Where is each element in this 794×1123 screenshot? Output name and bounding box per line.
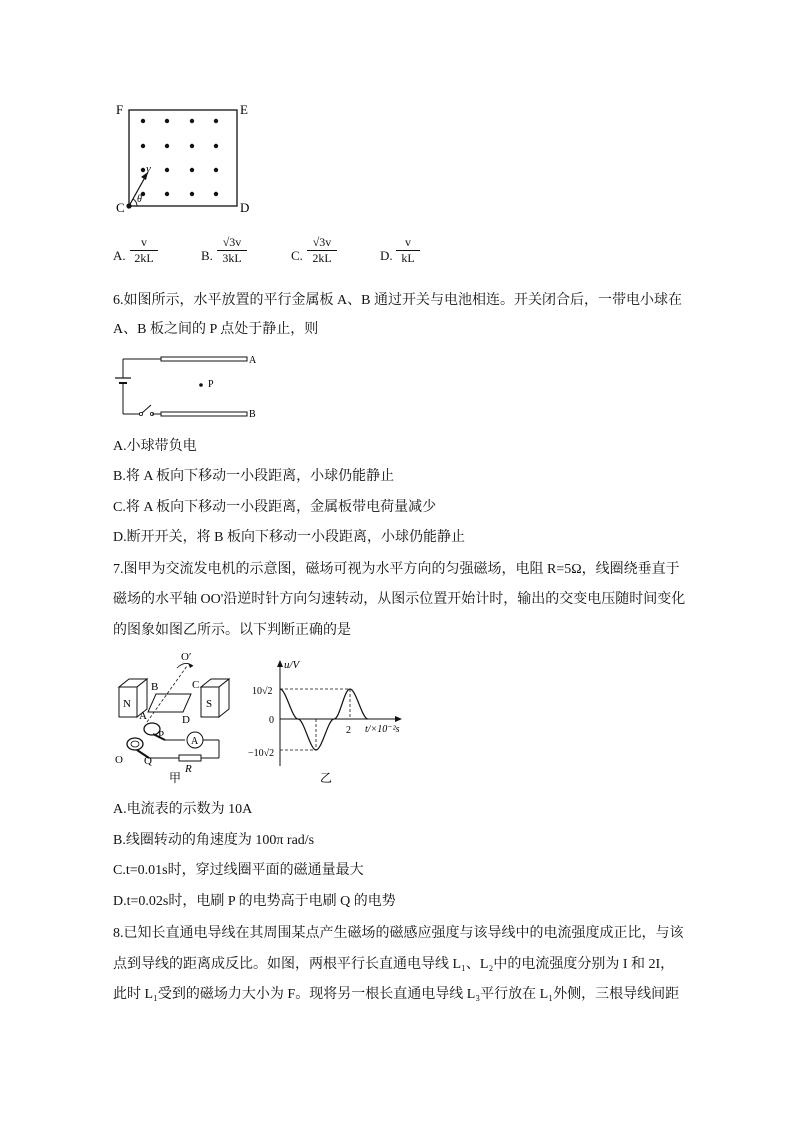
y-axis-label: u/V (284, 659, 300, 671)
q5-option-b-letter: B. (201, 248, 213, 263)
x-axis-label: t/×10⁻²s (365, 724, 400, 735)
label-E: E (240, 102, 248, 117)
q7-stem-line2: 磁场的水平轴 OO'沿逆时针方向匀速转动，从图示位置开始计时，输出的交变电压随时间变化 (113, 592, 686, 607)
label-C: C (116, 200, 125, 215)
svg-text:O: O (115, 754, 123, 766)
q7-option-c: C.t=0.01s时，穿过线圈平面的磁通量最大 (113, 863, 364, 878)
q6-stem-line1: 6.如图所示，水平放置的平行金属板 A、B 通过开关与电池相连。开关闭合后，一带电小球在 (113, 293, 682, 308)
q6-option-d: D.断开开关，将 B 板向下移动一小段距离，小球仍能静止 (113, 530, 465, 545)
slip-rings (127, 723, 160, 750)
q6-option-b: B.将 A 板向下移动一小段距离，小球仍能静止 (113, 469, 395, 484)
q7-stem-line3: 的图象如图乙所示。以下判断正确的是 (113, 623, 351, 638)
q6-option-c: C.将 A 板向下移动一小段距离，金属板带电荷量减少 (113, 500, 437, 515)
svg-text:P: P (158, 729, 165, 741)
q5-option-d-fraction: $\frac{v}{kL}$ (396, 235, 420, 266)
y-tick-bottom: −10√2 (248, 748, 275, 759)
q8-stem-line3: 此时 L₁受到的磁场力大小为 F。现将另一根长直通电导线 L₃平行放在 L₁外侧，三根导线间距 (113, 987, 680, 1002)
svg-text:A: A (139, 710, 147, 722)
label-P: P (208, 379, 214, 390)
q5-option-a-fraction: $\frac{v}{2kL}$ (130, 235, 158, 266)
label-A-plate: A (249, 355, 257, 366)
caption-jia: 甲 (169, 771, 182, 785)
generator-figure (113, 650, 238, 785)
q7-option-d: D.t=0.02s时，电刷 P 的电势高于电刷 Q 的电势 (113, 894, 396, 909)
y-tick-top: 10√2 (252, 686, 273, 697)
q8-stem-line2: 点到导线的距离成反比。如图，两根平行长直通电导线 L₁、L₂中的电流强度分别为 I 和 2I， (113, 957, 675, 972)
svg-text:Q: Q (144, 755, 152, 767)
svg-text:C: C (192, 679, 200, 691)
svg-text:A: A (191, 736, 199, 747)
coil (148, 694, 191, 712)
magnetic-field-figure (110, 96, 250, 216)
charged-ball (199, 383, 203, 387)
capacitor-circuit-figure (110, 350, 270, 422)
switch-blade (142, 405, 151, 413)
q6-stem-line2: A、B 板之间的 P 点处于静止，则 (113, 322, 319, 337)
x-tick-2: 2 (346, 725, 351, 736)
label-D: D (240, 200, 250, 215)
svg-text:N: N (123, 698, 131, 710)
q8-stem-line1: 8.已知长直通电导线在其周围某点产生磁场的磁感应强度与该导线中的电流强度成正比，与该 (113, 926, 684, 941)
y-tick-zero: 0 (269, 715, 274, 726)
field-dots (141, 119, 218, 196)
q7-option-b: B.线圈转动的角速度为 100π rad/s (113, 833, 315, 848)
q5-option-d-letter: D. (380, 248, 393, 263)
svg-text:S: S (206, 698, 213, 710)
resistor (179, 755, 201, 761)
svg-text:B: B (151, 681, 159, 693)
label-v: v (146, 163, 151, 175)
q7-stem-line1: 7.图甲为交流发电机的示意图，磁场可视为水平方向的匀强磁场，电阻 R=5Ω，线圈绕垂直于 (113, 562, 680, 577)
svg-text:D: D (182, 714, 190, 726)
label-F: F (116, 102, 124, 117)
svg-text:R: R (185, 763, 192, 775)
q6-option-a: A.小球带负电 (113, 439, 197, 454)
label-Oprime: O′ (181, 651, 192, 663)
magnet-s (201, 679, 229, 717)
q5-option-b-fraction: $\frac{√3v}{3kL}$ (217, 235, 247, 266)
q5-option-c-fraction: $\frac{√3v}{2kL}$ (307, 235, 337, 266)
label-theta: θ (137, 194, 142, 205)
q7-option-a: A.电流表的示数为 10A (113, 802, 253, 817)
voltage-time-graph (248, 656, 408, 786)
caption-yi: 乙 (320, 771, 333, 785)
q5-option-c-letter: C. (291, 248, 303, 263)
q5-option-a-letter: A. (113, 248, 126, 263)
label-B-plate: B (249, 409, 256, 420)
